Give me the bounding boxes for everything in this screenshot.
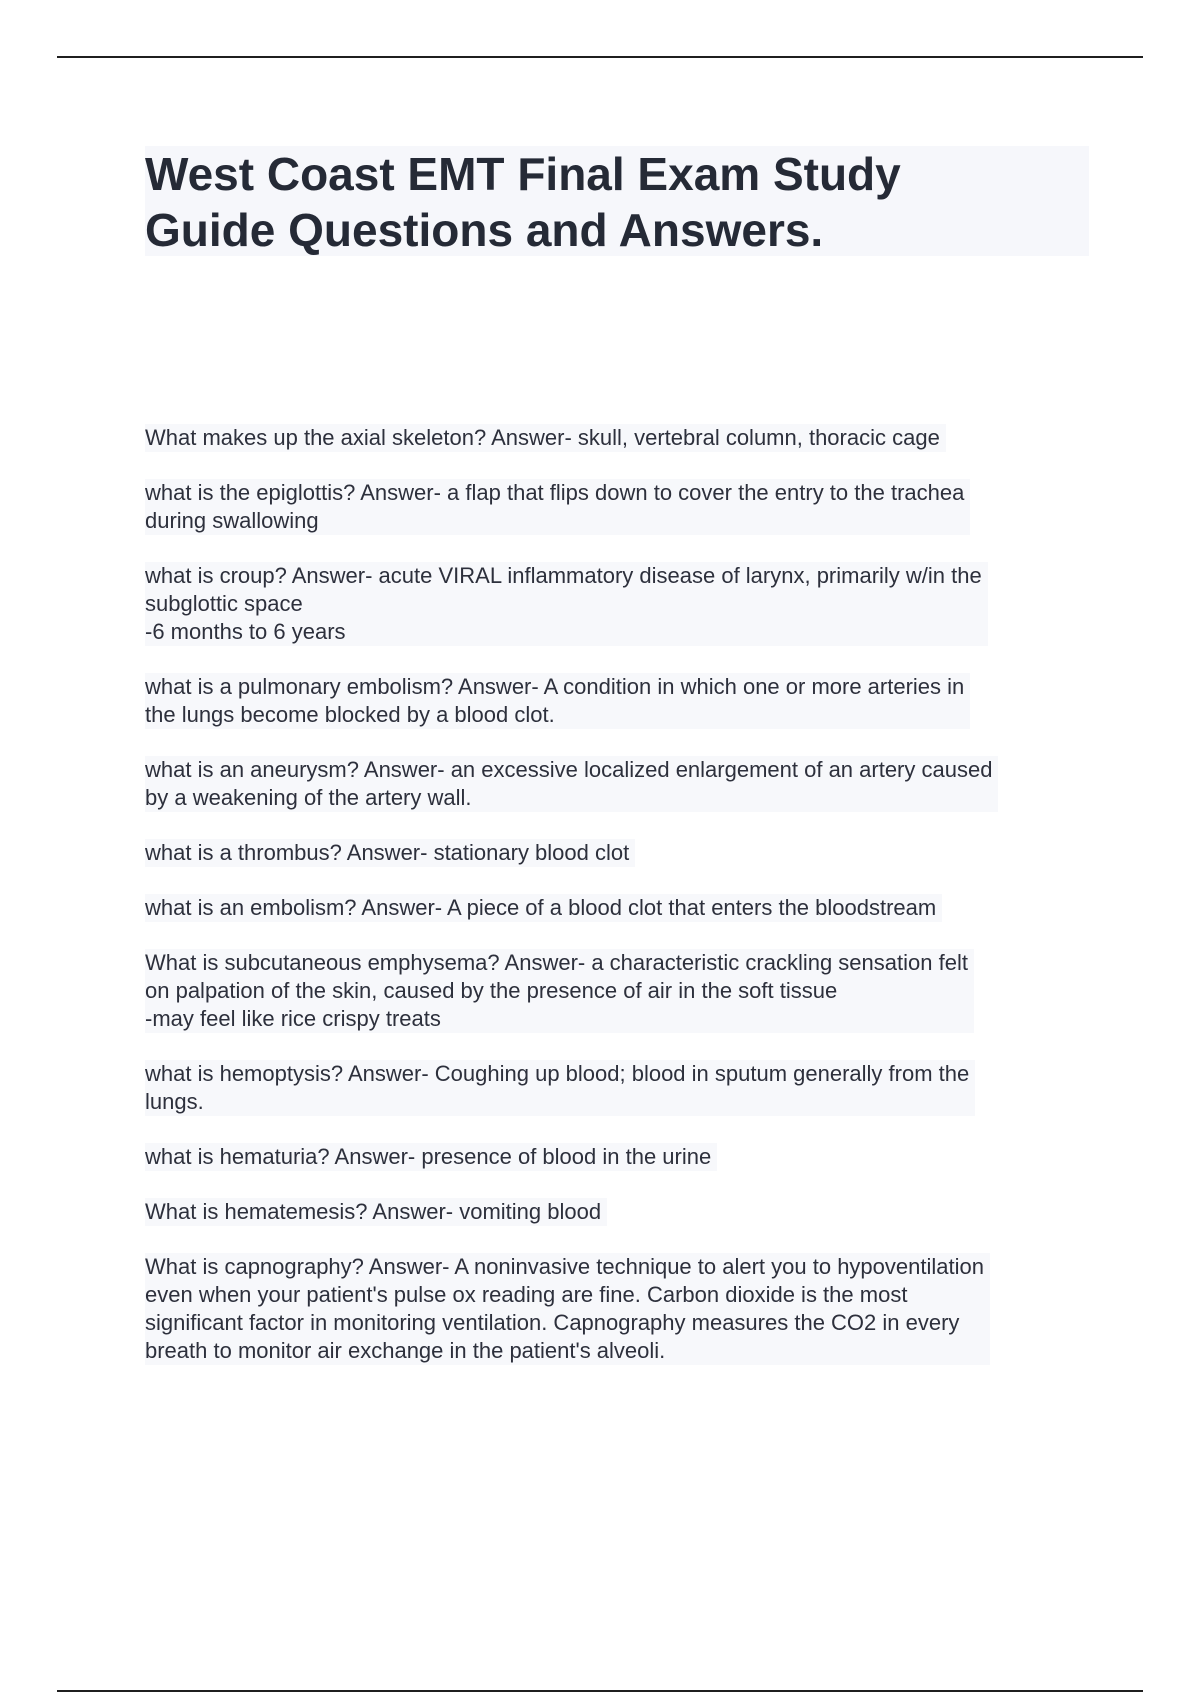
bottom-divider [57, 1690, 1143, 1692]
qa-text: what is hematuria? Answer- presence of blood in the urine [145, 1143, 717, 1171]
qa-item [145, 1198, 1105, 1226]
qa-item [145, 673, 1105, 729]
qa-item [145, 839, 1105, 867]
qa-item [145, 424, 1105, 452]
qa-item [145, 562, 1105, 646]
qa-text: what is a thrombus? Answer- stationary blood clot [145, 839, 635, 867]
page-title: West Coast EMT Final Exam Study Guide Questions and Answers. [145, 148, 901, 256]
qa-text: what is the epiglottis? Answer- a flap that flips down to cover the entry to the trachea during swallowing [145, 479, 970, 535]
qa-text: What is hematemesis? Answer- vomiting blood [145, 1198, 607, 1226]
qa-text: what is a pulmonary embolism? Answer- A condition in which one or more arteries in the lungs become blocked by a blood clot. [145, 673, 970, 729]
qa-list [145, 424, 1105, 1392]
title-block [145, 146, 1089, 256]
qa-item [145, 894, 1105, 922]
qa-text: what is croup? Answer- acute VIRAL inflammatory disease of larynx, primarily w/in the subglottic space -6 months to 6 years [145, 562, 988, 646]
qa-item [145, 756, 1105, 812]
qa-item [145, 1143, 1105, 1171]
qa-item [145, 479, 1105, 535]
qa-item [145, 949, 1105, 1033]
qa-item [145, 1060, 1105, 1116]
qa-text: What is capnography? Answer- A noninvasive technique to alert you to hypoventilation even when your patient's pulse ox reading are fine. Carbon dioxide is the most significant factor in monitoring ventilation. Capnography measures the CO2 in every breath to monitor air exchange in the patient's alveoli. [145, 1253, 990, 1365]
qa-text: what is hemoptysis? Answer- Coughing up blood; blood in sputum generally from the lungs. [145, 1060, 975, 1116]
qa-text: what is an embolism? Answer- A piece of a blood clot that enters the bloodstream [145, 894, 942, 922]
top-divider [57, 56, 1143, 58]
qa-item [145, 1253, 1105, 1365]
qa-text: What makes up the axial skeleton? Answer- skull, vertebral column, thoracic cage [145, 424, 946, 452]
qa-text: What is subcutaneous emphysema? Answer- a characteristic crackling sensation felt on palpation of the skin, caused by the presence of air in the soft tissue -may feel like rice crispy treats [145, 949, 974, 1033]
qa-text: what is an aneurysm? Answer- an excessive localized enlargement of an artery caused by a weakening of the artery wall. [145, 756, 998, 812]
